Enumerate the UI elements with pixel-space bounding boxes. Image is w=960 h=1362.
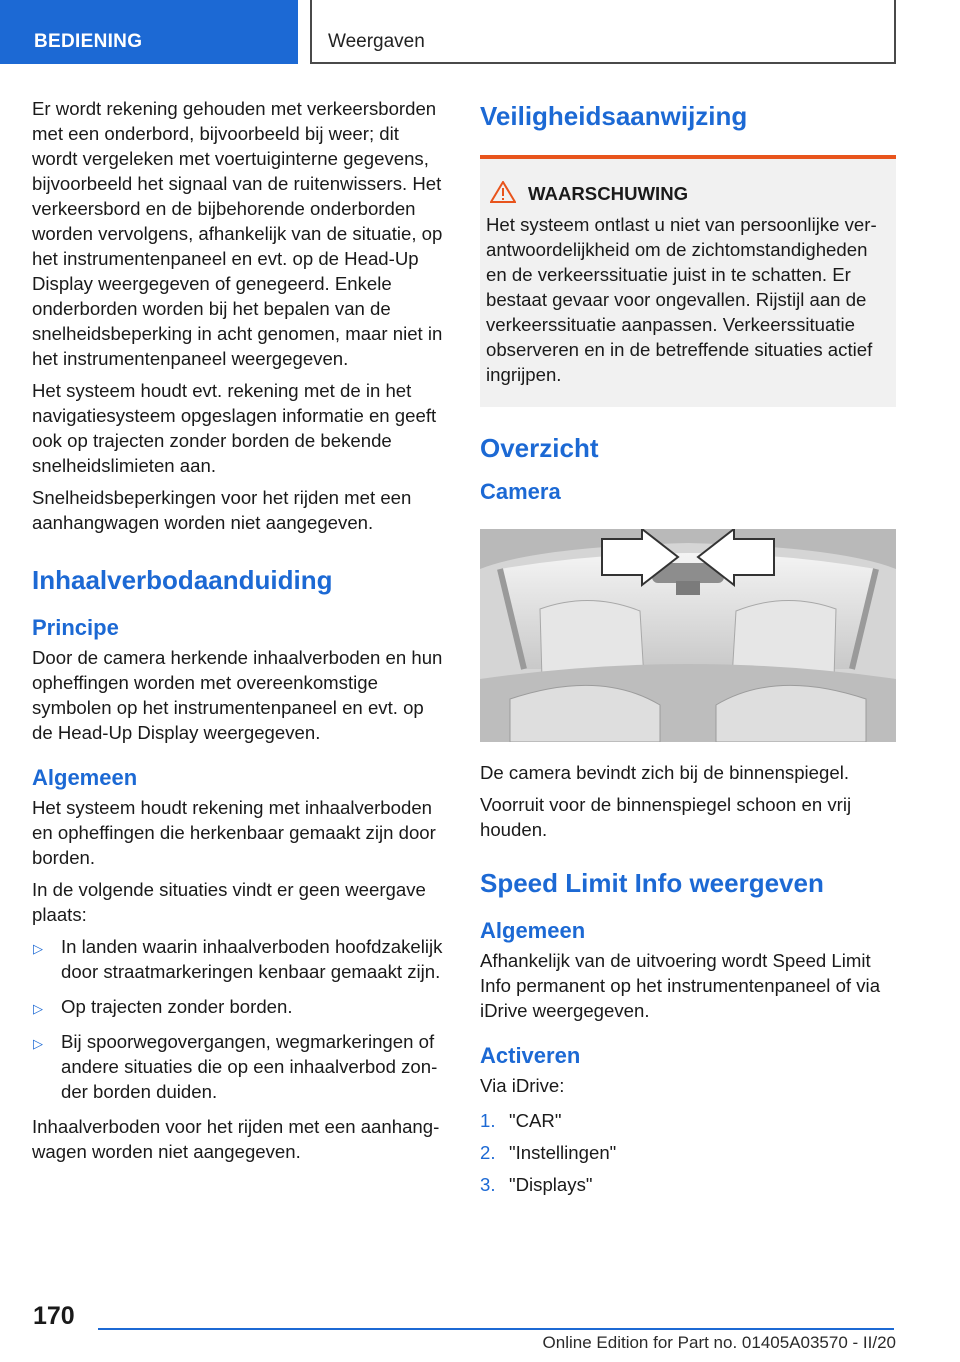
bullet-list (32, 934, 448, 1104)
triangle-bullet-icon: ▷ (33, 1036, 43, 1051)
subsection-heading: Camera (480, 479, 561, 504)
warning-triangle-icon (490, 181, 516, 203)
list-item-text: In landen waarin inhaalverboden hoofdzakelijk door straatmarkeringen kenbaar gemaakt zijn. (61, 936, 443, 982)
step-label: "CAR" (509, 1110, 562, 1131)
paragraph: De camera bevindt zich bij de binnenspiegel. (480, 762, 849, 783)
paragraph: Via iDrive: (480, 1075, 565, 1096)
subsection-heading: Principe (32, 615, 119, 640)
warning-heading (486, 181, 888, 206)
subsection-heading: Algemeen (480, 918, 586, 943)
warning-title: WAARSCHUWING (528, 183, 689, 204)
warning-text: Het systeem ontlast u niet van persoonlijke verantwoordelijkheid om de zichtomstandigheden en de verkeerssituatie juist in te schatten. Er bestaat gevaar voor ongevallen. Rijstijl aan de verkeerssituatie aanpassen. Verkeerssituatie observeren en in de betreffende situaties actief ingrijpen. (486, 214, 877, 385)
section-tab: BEDIENING (0, 0, 298, 64)
list-item (480, 1140, 896, 1165)
paragraph: Voorruit voor de binnenspiegel schoon en vrij houden. (480, 794, 852, 840)
list-item (480, 1172, 896, 1197)
paragraph: Afhankelijk van de uitvoering wordt Speed Limit Info permanent op het instrumentenpaneel of via iDrive weergegeven. (480, 950, 881, 1021)
step-list (480, 1108, 896, 1197)
warning-box (480, 155, 896, 407)
list-item (480, 1108, 896, 1133)
paragraph: Inhaalverboden voor het rijden met een aanhangwagen worden niet aangegeven. (32, 1116, 440, 1162)
step-number: 2. (480, 1142, 496, 1163)
subsection-heading: Activeren (480, 1043, 581, 1068)
section-heading: Speed Limit Info weergeven (480, 868, 824, 898)
paragraph: Het systeem houdt evt. rekening met de in het navigatiesysteem opgeslagen informatie en geeft ook op trajecten zonder borden de bekende snelheidslimieten aan. (32, 380, 437, 476)
step-number: 1. (480, 1110, 496, 1131)
list-item (32, 994, 448, 1019)
paragraph: Er wordt rekening gehouden met verkeersborden met een onderbord, bijvoorbeeld bij weer; dit wordt vergeleken met voertuiginterne gegevens, bijvoorbeeld het signaal van de ruitenwissers. Het verkeersbord en de bijbehorende onderborden worden vervolgens, afhankelijk van de situatie, op het instrumentenpaneel en evt. op de Head-Up Display weergegeven of genegeerd. Enkele onderborden worden bij het bepalen van de snelheidsbeperking in acht genomen, maar niet in het instrumentenpaneel weergegeven. (32, 98, 443, 369)
list-item (32, 1029, 448, 1104)
step-label: "Instellingen" (509, 1142, 617, 1163)
list-item-text: Op trajecten zonder borden. (61, 996, 293, 1017)
page-header (0, 0, 960, 66)
edition-text: Online Edition for Part no. 01405A03570 - II/20 (542, 1333, 896, 1352)
right-column (480, 96, 896, 1204)
paragraph: In de volgende situaties vindt er geen weergave plaats: (32, 879, 426, 925)
left-column (32, 96, 448, 1171)
page-number: 170 (33, 1302, 75, 1330)
paragraph: Het systeem houdt rekening met inhaalverboden en opheffingen die herkenbaar gemaakt zijn door borden. (32, 797, 436, 868)
triangle-bullet-icon: ▷ (33, 1001, 43, 1016)
chapter-title: Weergaven (328, 31, 425, 52)
subsection-heading: Algemeen (32, 765, 138, 790)
chapter-title-box (310, 0, 896, 64)
section-heading: Veiligheidsaanwijzing (480, 101, 748, 131)
section-heading: Overzicht (480, 433, 599, 463)
list-item (32, 934, 448, 984)
paragraph: Door de camera herkende inhaalverboden en hun opheffingen worden met overeenkomstige symbolen op het instrumentenpaneel en evt. op de Head-Up Display weergegeven. (32, 647, 443, 743)
list-item-text: Bij spoorwegovergangen, wegmarkeringen of andere situaties die op een inhaalverbod zonder borden duiden. (61, 1031, 438, 1102)
step-label: "Displays" (509, 1174, 593, 1195)
step-number: 3. (480, 1174, 496, 1195)
paragraph: Snelheidsbeperkingen voor het rijden met een aanhangwagen worden niet aangegeven. (32, 487, 412, 533)
section-heading: Inhaalverbodaanduiding (32, 565, 333, 595)
camera-location-image (480, 529, 896, 742)
triangle-bullet-icon: ▷ (33, 941, 43, 956)
footer-divider (98, 1328, 894, 1330)
